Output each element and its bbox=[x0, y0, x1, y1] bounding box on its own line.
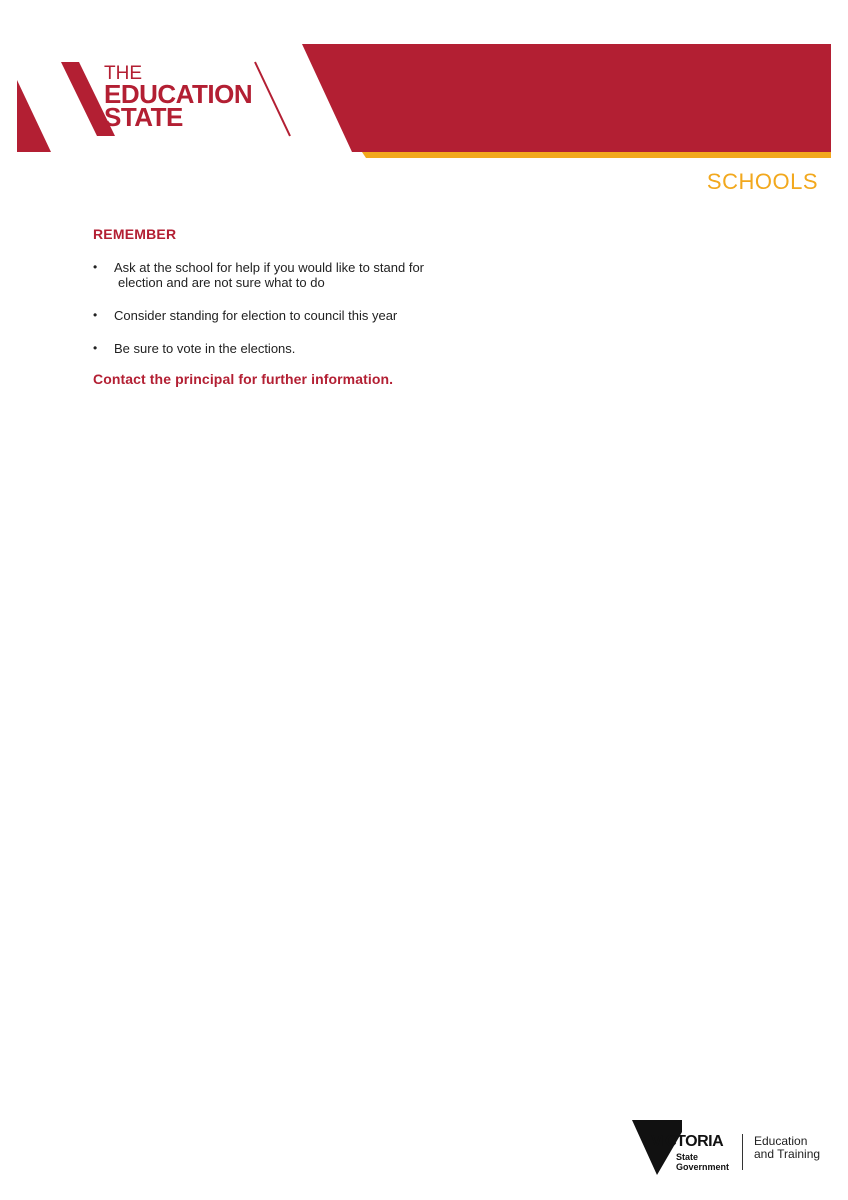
logo-the: THE bbox=[104, 63, 142, 84]
remember-heading: REMEMBER bbox=[93, 226, 177, 242]
list-item-line2: election and are not sure what to do bbox=[118, 275, 325, 290]
list-item bbox=[93, 341, 453, 356]
banner-yellow-strip bbox=[362, 152, 831, 158]
list-item-line1: Be sure to vote in the elections. bbox=[114, 341, 296, 356]
list-item-line1: Consider standing for election to council this year bbox=[114, 308, 398, 323]
contact-note: Contact the principal for further information. bbox=[93, 371, 394, 387]
logo-thin-line bbox=[255, 62, 290, 136]
banner-red-block bbox=[302, 44, 831, 152]
banner-left-wedge bbox=[17, 80, 51, 152]
reminder-list bbox=[93, 260, 453, 356]
bullet-icon: • bbox=[93, 308, 98, 322]
list-item-line1: Ask at the school for help if you would like to stand for bbox=[114, 260, 425, 275]
content-block bbox=[93, 226, 453, 387]
logo-state: STATE bbox=[104, 102, 183, 132]
victoria-sub-government: Government bbox=[676, 1162, 730, 1172]
list-item bbox=[93, 260, 453, 290]
bullet-icon: • bbox=[93, 260, 98, 274]
department-name-line1: Education bbox=[754, 1134, 808, 1148]
department-name-line2: and Training bbox=[754, 1147, 821, 1161]
victoria-wordmark: VICTORIA bbox=[651, 1133, 724, 1150]
section-label-schools: SCHOOLS bbox=[706, 169, 818, 194]
footer-divider bbox=[742, 1134, 743, 1170]
list-item bbox=[93, 308, 453, 323]
bullet-icon: • bbox=[93, 341, 98, 355]
victoria-sub-state: State bbox=[676, 1152, 699, 1162]
logo-education: EDUCATION bbox=[104, 79, 253, 109]
